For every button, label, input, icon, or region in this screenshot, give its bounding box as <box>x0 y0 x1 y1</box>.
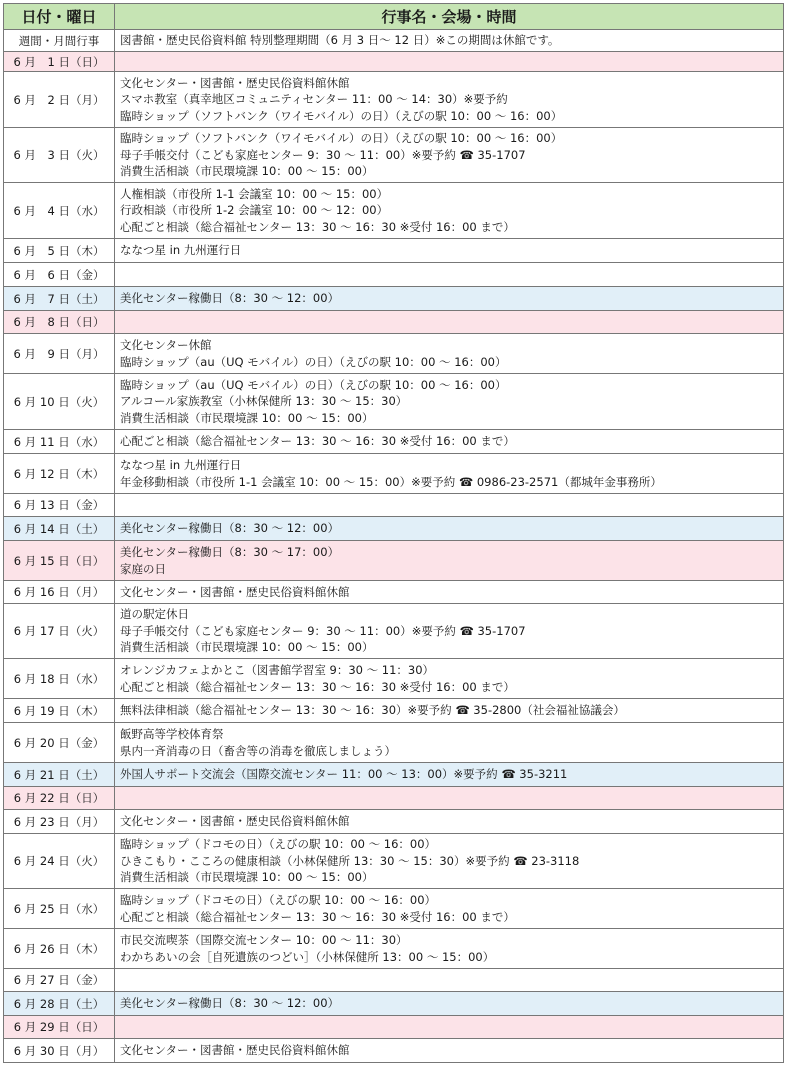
date-cell: 6 月 28 日（土） <box>4 992 115 1016</box>
events-cell <box>115 374 784 430</box>
schedule-row <box>4 581 784 604</box>
events-cell <box>115 604 784 659</box>
events-cell <box>115 763 784 787</box>
events-cell <box>115 287 784 311</box>
date-cell: 6 月 18 日（水） <box>4 659 115 699</box>
event-line: 心配ごと相談（総合福祉センター 13：30 〜 16：30 ※受付 16：00 まで） <box>120 219 515 234</box>
event-line: 消費生活相談（市民環境課 10：00 〜 15：00） <box>120 640 374 655</box>
event-line: 文化センター・図書館・歴史民俗資料館休館 <box>120 75 350 90</box>
date-cell: 6 月 26 日（木） <box>4 929 115 969</box>
event-line: ななつ星 in 九州運行日 <box>120 243 242 258</box>
date-cell: 6 月 30 日（月） <box>4 1039 115 1063</box>
events-cell <box>115 699 784 723</box>
event-line: 文化センター・図書館・歴史民俗資料館休館 <box>120 814 350 829</box>
schedule-row <box>4 494 784 517</box>
schedule-row <box>4 183 784 239</box>
event-line: 文化センター・図書館・歴史民俗資料館休館 <box>120 584 350 599</box>
date-cell: 6 月 19 日（木） <box>4 699 115 723</box>
event-line: アルコール家族教室（小林保健所 13：30 〜 15：30） <box>120 394 408 409</box>
schedule-row <box>4 72 784 128</box>
events-cell <box>115 239 784 263</box>
event-line: 美化センター稼働日（8：30 〜 12：00） <box>120 521 340 536</box>
event-line: 臨時ショップ（au（UQ モバイル）の日）（えびの駅 10：00 〜 16：00） <box>120 377 507 392</box>
date-cell: 6 月 25 日（水） <box>4 889 115 929</box>
schedule-row <box>4 30 784 52</box>
date-cell: 6 月 21 日（土） <box>4 763 115 787</box>
schedule-row <box>4 992 784 1016</box>
date-cell: 6 月 8 日（日） <box>4 311 115 334</box>
event-line: 無料法律相談（総合福祉センター 13：30 〜 16：30）※要予約 ☎ 35-2800（社会福祉協議会） <box>120 703 625 718</box>
event-line: 臨時ショップ（au（UQ モバイル）の日）（えびの駅 10：00 〜 16：00） <box>120 354 507 369</box>
events-cell <box>115 834 784 889</box>
event-line: 県内一斉消毒の日（畜舎等の消毒を徹底しましょう） <box>120 743 396 758</box>
events-cell <box>115 581 784 604</box>
events-cell <box>115 517 784 541</box>
event-line: 外国人サポート交流会（国際交流センター 11：00 〜 13：00）※要予約 ☎ 35-3211 <box>120 767 568 782</box>
date-cell: 6 月 27 日（金） <box>4 969 115 992</box>
schedule-row <box>4 287 784 311</box>
schedule-row <box>4 239 784 263</box>
events-cell <box>115 541 784 581</box>
schedule-row <box>4 659 784 699</box>
schedule-row <box>4 929 784 969</box>
schedule-row <box>4 889 784 929</box>
event-line: 美化センター稼働日（8：30 〜 12：00） <box>120 291 340 306</box>
date-cell: 6 月 6 日（金） <box>4 263 115 287</box>
schedule-row <box>4 1039 784 1063</box>
schedule-table <box>3 3 784 1063</box>
date-cell: 6 月 22 日（日） <box>4 787 115 810</box>
schedule-row <box>4 334 784 374</box>
date-cell: 6 月 13 日（金） <box>4 494 115 517</box>
event-line: 飯野高等学校体育祭 <box>120 727 224 741</box>
schedule-row <box>4 263 784 287</box>
event-line: わかちあいの会［自死遺族のつどい］（小林保健所 13：00 〜 15：00） <box>120 949 495 964</box>
schedule-row <box>4 810 784 834</box>
events-cell <box>115 128 784 183</box>
date-cell: 6 月 7 日（土） <box>4 287 115 311</box>
events-cell <box>115 659 784 699</box>
event-line: 図書館・歴史民俗資料館 特別整理期間（6 月 3 日〜 12 日）※この期間は休館です。 <box>120 33 560 48</box>
schedule-row <box>4 834 784 889</box>
event-line: 臨時ショップ（ソフトバンク（ワイモバイル）の日）（えびの駅 10：00 〜 16：00） <box>120 131 563 146</box>
schedule-row <box>4 454 784 494</box>
event-line: ななつ星 in 九州運行日 <box>120 458 242 472</box>
event-line: 母子手帳交付（こども家庭センター 9：30 〜 11：00）※要予約 ☎ 35-1707 <box>120 147 526 162</box>
events-cell <box>115 723 784 763</box>
event-line: 臨時ショップ（ドコモの日）（えびの駅 10：00 〜 16：00） <box>120 893 437 907</box>
schedule-row <box>4 128 784 183</box>
event-line: スマホ教室（真幸地区コミュニティセンター 11：00 〜 14：30）※要予約 <box>120 92 508 107</box>
date-cell: 6 月 1 日（日） <box>4 52 115 72</box>
event-line: 臨時ショップ（ドコモの日）（えびの駅 10：00 〜 16：00） <box>120 837 437 852</box>
events-cell <box>115 992 784 1016</box>
event-line: 美化センター稼働日（8：30 〜 12：00） <box>120 996 340 1011</box>
event-line: 年金移動相談（市役所 1-1 会議室 10：00 〜 15：00）※要予約 ☎ 0986-23-2571（都城年金事務所） <box>120 474 662 489</box>
date-cell: 6 月 3 日（火） <box>4 128 115 183</box>
date-cell: 6 月 2 日（月） <box>4 72 115 128</box>
events-cell <box>115 1039 784 1063</box>
events-cell <box>115 889 784 929</box>
date-cell: 6 月 14 日（土） <box>4 517 115 541</box>
schedule-row <box>4 541 784 581</box>
date-cell: 6 月 24 日（火） <box>4 834 115 889</box>
event-line: オレンジカフェよかとこ（図書館学習室 9：30 〜 11：30） <box>120 663 435 677</box>
event-line: 行政相談（市役所 1-2 会議室 10：00 〜 12：00） <box>120 203 389 218</box>
schedule-body <box>4 30 784 1063</box>
event-line: 消費生活相談（市民環境課 10：00 〜 15：00） <box>120 164 374 179</box>
event-line: 文化センター休館 <box>120 338 212 352</box>
events-cell <box>115 30 784 52</box>
event-line: 家庭の日 <box>120 561 166 576</box>
schedule-row <box>4 787 784 810</box>
events-cell <box>115 787 784 810</box>
event-line: 心配ごと相談（総合福祉センター 13：30 〜 16：30 ※受付 16：00 まで） <box>120 434 515 449</box>
schedule-row <box>4 374 784 430</box>
schedule-row <box>4 311 784 334</box>
date-cell: 6 月 17 日（火） <box>4 604 115 659</box>
event-line: 文化センター・図書館・歴史民俗資料館休館 <box>120 1043 350 1058</box>
date-cell: 6 月 9 日（月） <box>4 334 115 374</box>
event-line: 心配ごと相談（総合福祉センター 13：30 〜 16：30 ※受付 16：00 まで） <box>120 909 515 924</box>
events-cell <box>115 810 784 834</box>
date-cell: 6 月 10 日（火） <box>4 374 115 430</box>
date-cell: 6 月 15 日（日） <box>4 541 115 581</box>
event-line: 母子手帳交付（こども家庭センター 9：30 〜 11：00）※要予約 ☎ 35-1707 <box>120 623 526 638</box>
events-cell <box>115 311 784 334</box>
date-cell: 6 月 11 日（水） <box>4 430 115 454</box>
date-column-header: 日付・曜日 <box>4 4 115 30</box>
event-line: 心配ごと相談（総合福祉センター 13：30 〜 16：30 ※受付 16：00 まで） <box>120 679 515 694</box>
event-line: 消費生活相談（市民環境課 10：00 〜 15：00） <box>120 410 374 425</box>
header-row <box>4 4 784 30</box>
date-cell: 6 月 5 日（木） <box>4 239 115 263</box>
events-cell <box>115 183 784 239</box>
events-cell <box>115 72 784 128</box>
date-cell: 6 月 29 日（日） <box>4 1016 115 1039</box>
event-line: 臨時ショップ（ソフトバンク（ワイモバイル）の日）（えびの駅 10：00 〜 16：00） <box>120 108 563 123</box>
events-cell <box>115 430 784 454</box>
schedule-row <box>4 604 784 659</box>
date-cell: 6 月 12 日（木） <box>4 454 115 494</box>
schedule-row <box>4 723 784 763</box>
schedule-row <box>4 763 784 787</box>
date-cell: 週間・月間行事 <box>4 30 115 52</box>
event-line: 市民交流喫茶（国際交流センター 10：00 〜 11：30） <box>120 933 408 947</box>
schedule-row <box>4 52 784 72</box>
events-cell <box>115 334 784 374</box>
events-cell <box>115 52 784 72</box>
events-cell <box>115 969 784 992</box>
events-cell <box>115 454 784 494</box>
event-line: 道の駅定休日 <box>120 607 189 622</box>
date-cell: 6 月 20 日（金） <box>4 723 115 763</box>
event-column-header: 行事名・会場・時間 <box>115 4 784 30</box>
event-line: 美化センター稼働日（8：30 〜 17：00） <box>120 545 340 559</box>
schedule-row <box>4 969 784 992</box>
schedule-row <box>4 430 784 454</box>
event-line: 消費生活相談（市民環境課 10：00 〜 15：00） <box>120 870 374 885</box>
schedule-row <box>4 517 784 541</box>
events-cell <box>115 494 784 517</box>
schedule-row <box>4 1016 784 1039</box>
date-cell: 6 月 4 日（水） <box>4 183 115 239</box>
events-cell <box>115 263 784 287</box>
date-cell: 6 月 23 日（月） <box>4 810 115 834</box>
event-line: ひきこもり・こころの健康相談（小林保健所 13：30 〜 15：30）※要予約 ☎ 23-3118 <box>120 853 580 868</box>
schedule-row <box>4 699 784 723</box>
events-cell <box>115 929 784 969</box>
date-cell: 6 月 16 日（月） <box>4 581 115 604</box>
events-cell <box>115 1016 784 1039</box>
event-line: 人権相談（市役所 1-1 会議室 10：00 〜 15：00） <box>120 186 389 201</box>
